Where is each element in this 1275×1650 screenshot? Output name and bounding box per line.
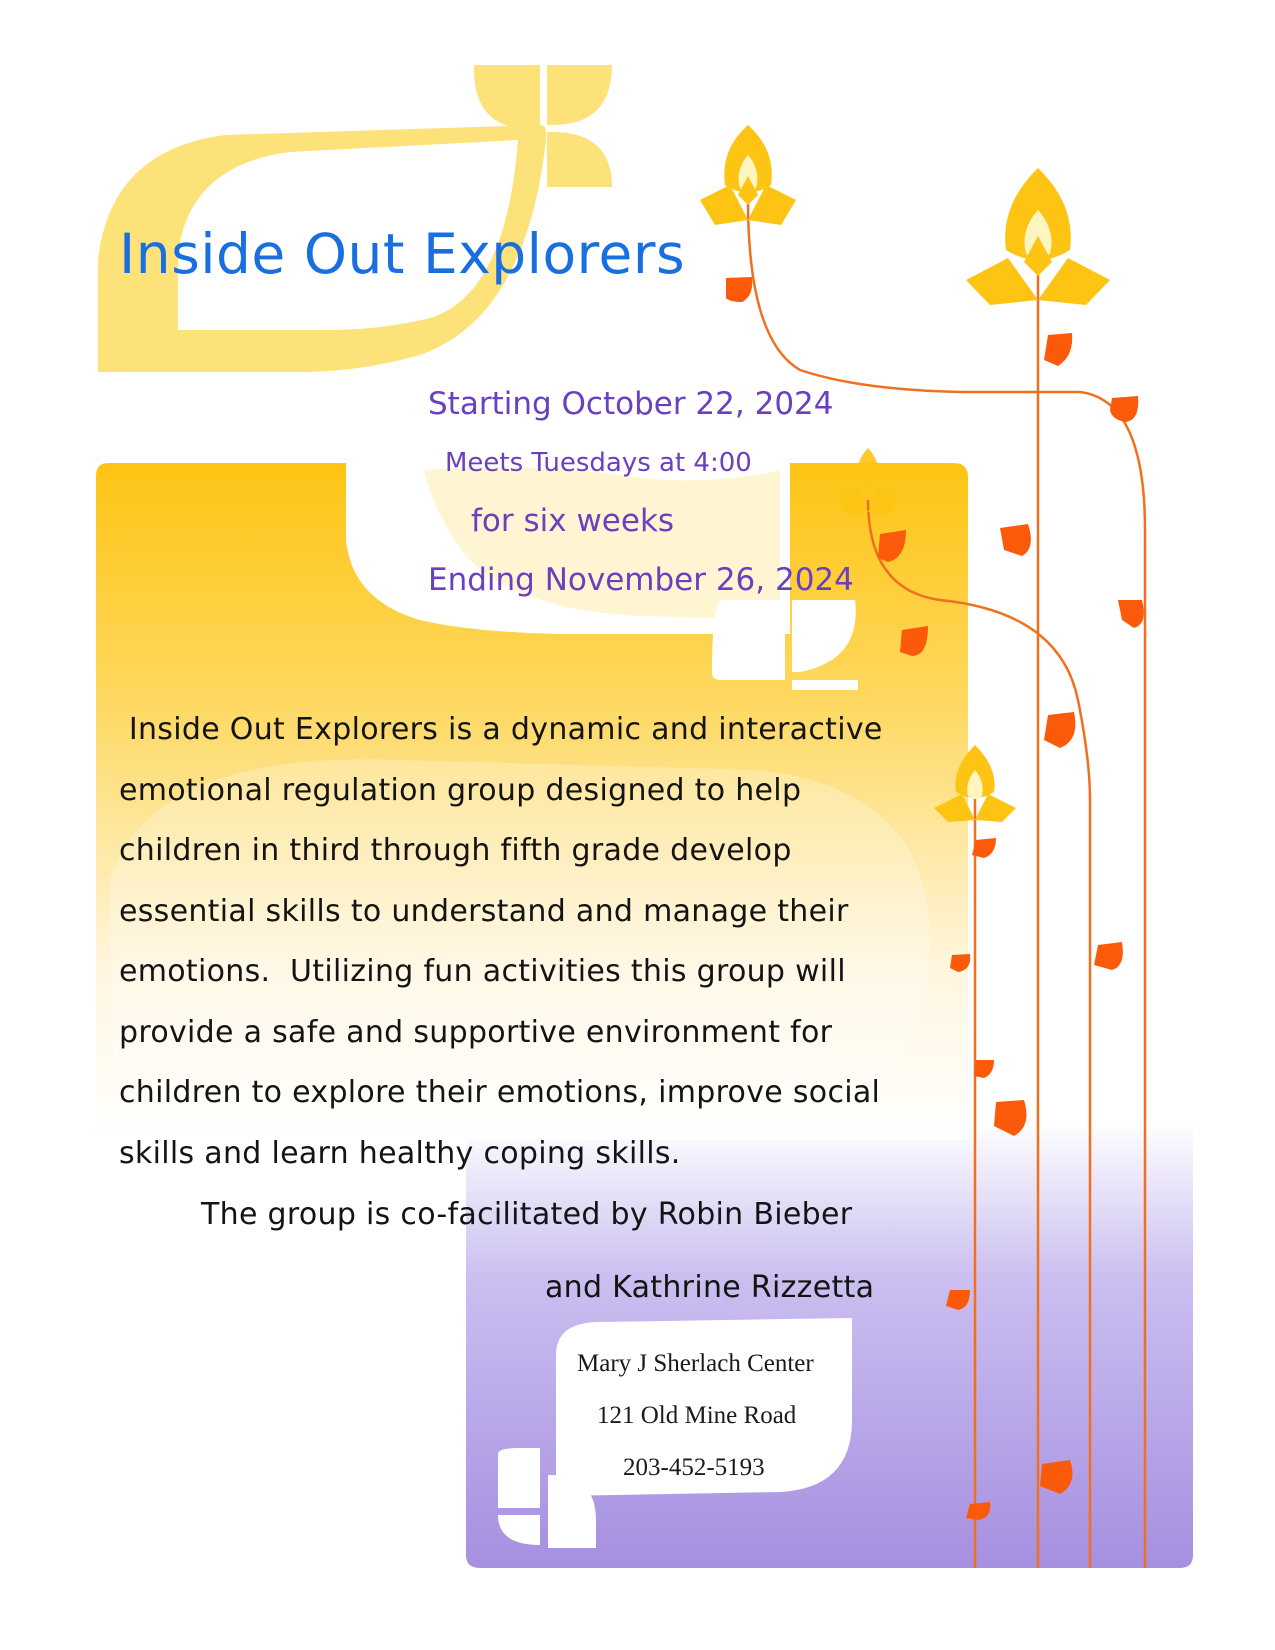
description-line: emotional regulation group designed to help <box>119 772 802 808</box>
venue-address: 121 Old Mine Road <box>597 1402 797 1429</box>
end-date: Ending November 26, 2024 <box>428 562 854 598</box>
description-line: Inside Out Explorers is a dynamic and interactive <box>119 712 883 747</box>
cofacilitators-line-1: The group is co-facilitated by Robin Bieber <box>201 1197 853 1232</box>
meeting-time: Meets Tuesdays at 4:00 <box>445 448 752 478</box>
cofacilitators-line-2: and Kathrine Rizzetta <box>545 1270 875 1305</box>
description-line: skills and learn healthy coping skills. <box>119 1135 681 1171</box>
description <box>119 700 939 1184</box>
description-line: children in third through fifth grade develop <box>119 833 792 868</box>
phone-number: 203-452-5193 <box>623 1454 765 1481</box>
description-line: children to explore their emotions, improve social <box>119 1075 881 1110</box>
start-date: Starting October 22, 2024 <box>428 386 834 422</box>
description-line: essential skills to understand and manage their <box>119 893 849 929</box>
description-line: provide a safe and supportive environment for <box>119 1014 833 1050</box>
flyer-title: Inside Out Explorers <box>119 222 686 286</box>
duration: for six weeks <box>471 503 675 539</box>
venue-name: Mary J Sherlach Center <box>577 1350 814 1377</box>
description-line: emotions. Utilizing fun activities this group will <box>119 954 846 989</box>
